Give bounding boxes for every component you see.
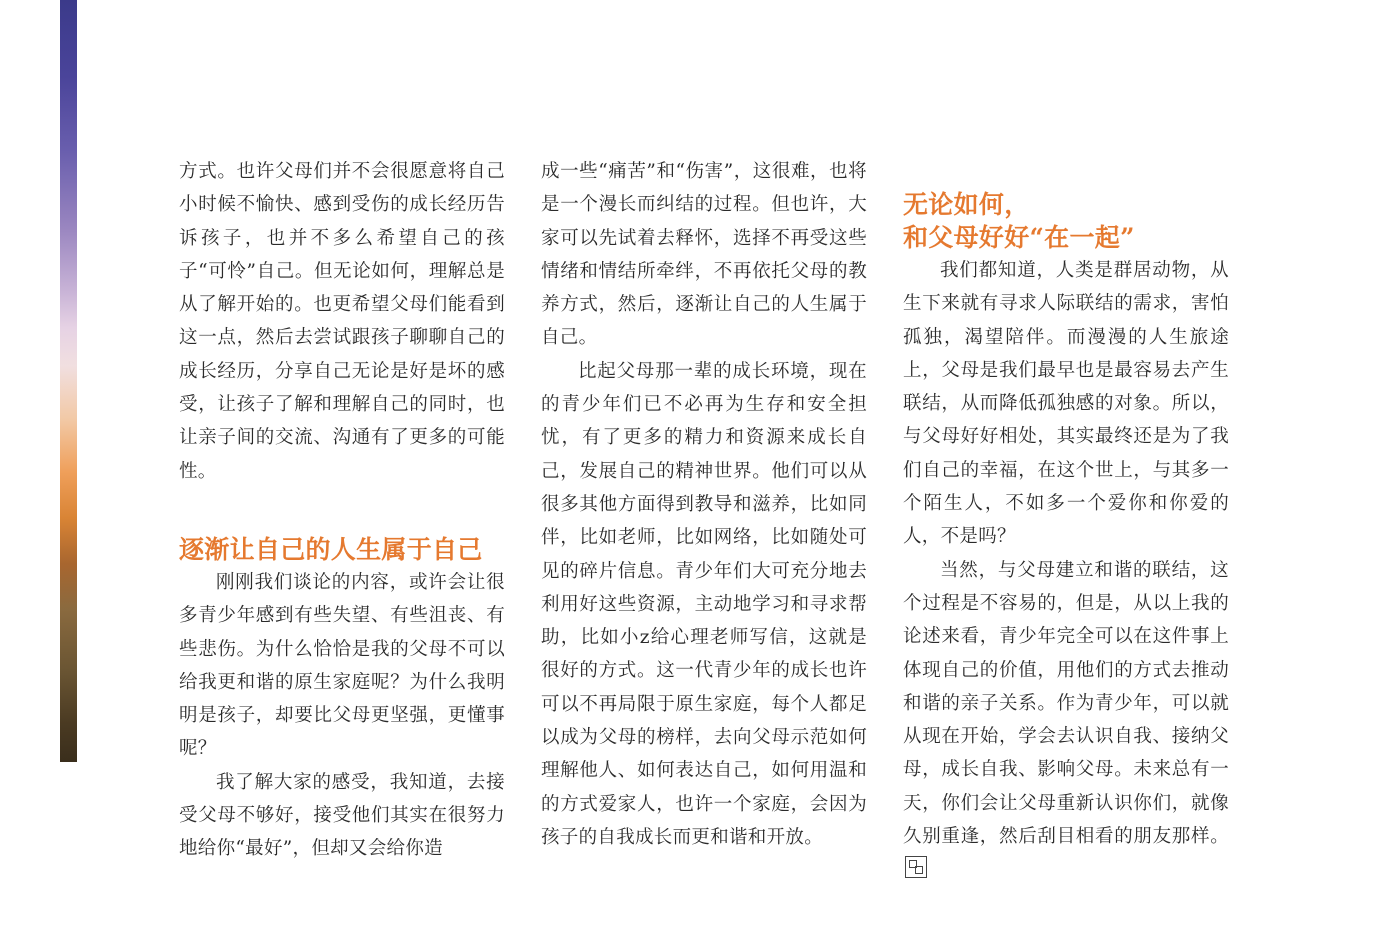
end-of-article-mark-icon <box>905 856 927 878</box>
section-spacer <box>179 488 505 533</box>
section-heading: 逐渐让自己的人生属于自己 <box>179 534 483 564</box>
paragraph: 比起父母那一辈的成长环境，现在的青少年们已不必再为生存和安全担忧，有了更多的精力和资源来成长自己，发展自己的精神世界。他们可以从很多其他方面得到教导和滋养，比如同伴，比如老师，比如网络，比如随处可见的碎片信息。青少年们大可充分地去利用好这些资源，主动地学习和寻求帮助，比如小z给心理老师写信，这就是很好的方式。这一代青少年的成长也许可以不再局限于原生家庭，每个人都足以成为父母的榜样，去向父母示范如何理解他人、如何表达自己，如何用温和的方式爱家人，也许一个家庭，会因为孩子的自我成长而更和谐和开放。 <box>541 360 867 848</box>
section-heading-line-1: 无论如何， <box>903 190 1030 219</box>
paragraph: 我们都知道，人类是群居动物，从生下来就有寻求人际联结的需求，害怕孤独，渴望陪伴。而漫漫的人生旅途上，父母是我们最早也是最容易去产生联结，从而降低孤独感的对象。所以，与父母好好相处，其实最终还是为了我们自己的幸福，在这个世上，与其多一个陌生人，不如多一个爱你和你爱的人，不是吗？ <box>903 260 1229 548</box>
article-column-1 <box>179 155 505 866</box>
section-heading-line-2: 和父母好好“在一起” <box>903 223 1135 252</box>
article-column-3 <box>903 188 1229 887</box>
article-column-2 <box>541 155 867 854</box>
paragraph-final <box>903 554 1229 887</box>
paragraph-final-text: 当然，与父母建立和谐的联结，这个过程是不容易的，但是，从以上我的论述来看，青少年完全可以在这件事上体现自己的价值，用他们的方式去推动和谐的亲子关系。作为青少年，可以就从现在开始，学会去认识自我、接纳父母，成长自我、影响父母。未来总有一天，你们会让父母重新认识你们，就像久别重逢，然后刮目相看的朋友那样。 <box>903 559 1229 848</box>
paragraph: 我了解大家的感受，我知道，去接受父母不够好，接受他们其实在很努力地给你“最好”，但却又会给你造 <box>179 771 505 860</box>
decorative-side-strip <box>60 0 77 762</box>
paragraph-continuation: 成一些“痛苦”和“伤害”，这很难，也将是一个漫长而纠结的过程。但也许，大家可以先试着去释怀，选择不再受这些情绪和情结所牵绊，不再依托父母的教养方式，然后，逐渐让自己的人生属于自己。 <box>541 161 867 349</box>
paragraph: 刚刚我们谈论的内容，或许会让很多青少年感到有些失望、有些沮丧、有些悲伤。为什么恰恰是我的父母不可以给我更和谐的原生家庭呢？为什么我明明是孩子，却要比父母更坚强，更懂事呢？ <box>179 571 505 760</box>
paragraph-continuation: 方式。也许父母们并不会很愿意将自己小时候不愉快、感到受伤的成长经历告诉孩子，也并不多么希望自己的孩子“可怜”自己。但无论如何，理解总是从了解开始的。也更希望父母们能看到这一点，然后去尝试跟孩子聊聊自己的成长经历，分享自己无论是好是坏的感受，让孩子了解和理解自己的同时，也让亲子间的交流、沟通有了更多的可能性。 <box>179 161 505 482</box>
